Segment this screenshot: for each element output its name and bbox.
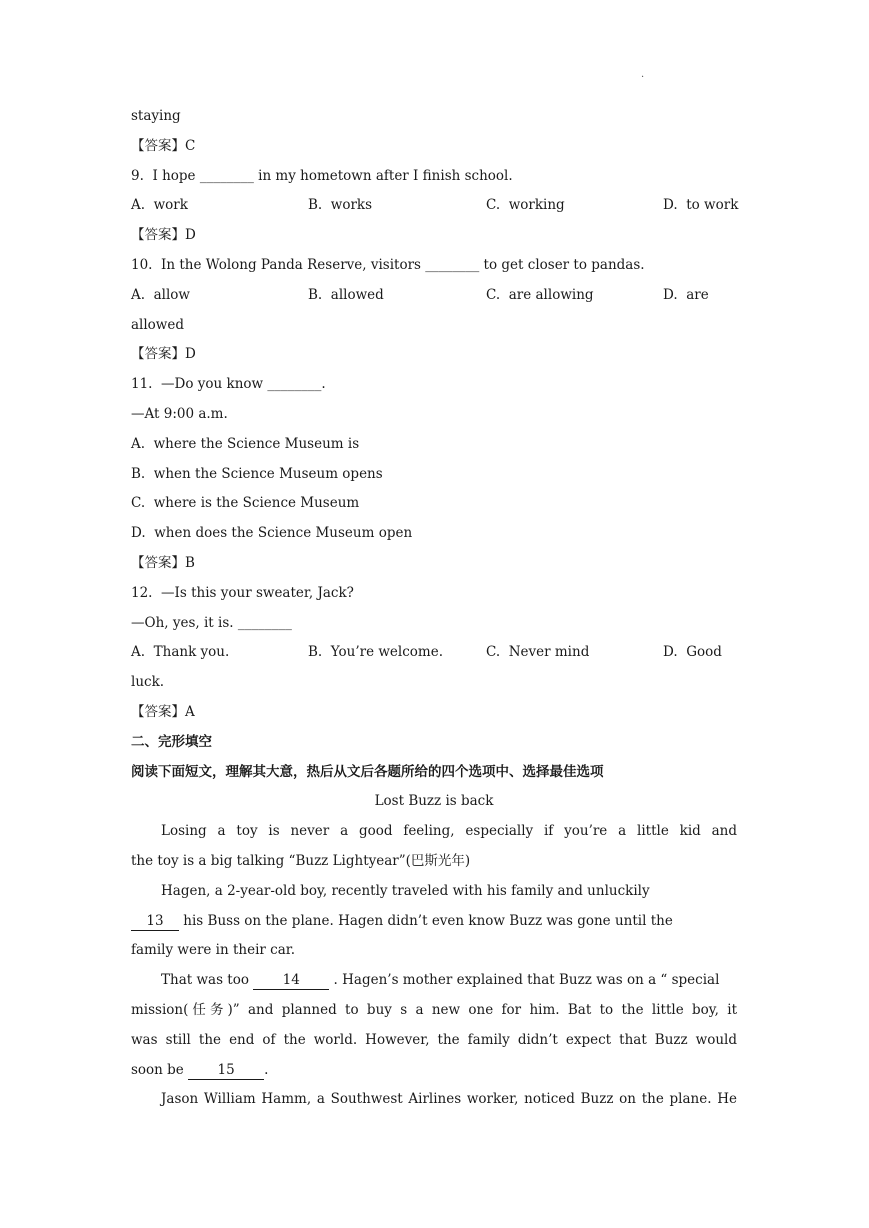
passage-text: his Buss on the plane. Hagen didn’t even know Buzz was gone until the <box>179 912 673 929</box>
passage-line: mission(任务)” and planned to buy s a new one for him. Bat to the little boy, it <box>131 1001 737 1018</box>
section-instruction: 阅读下面短文，理解其大意，热后从文后各题所给的四个选项中、选择最佳选项 <box>131 763 604 780</box>
option-a: A. allow <box>131 286 190 303</box>
passage-line: the toy is a big talking “Buzz Lightyear”(巴斯光年) <box>131 852 471 869</box>
option-c: C. working <box>486 197 565 214</box>
question-9-stem: 9. I hope ________ in my hometown after I finish school. <box>131 167 513 184</box>
option-b: B. You’re welcome. <box>308 644 444 661</box>
option-a: A. work <box>131 197 188 214</box>
answer-8: 【答案】C <box>131 137 196 154</box>
option-d: D. are <box>663 286 709 303</box>
question-12-stem: 12. —Is this your sweater, Jack? <box>131 584 354 601</box>
passage-line: Losing a toy is never a good feeling, especially if you’re a little kid and <box>161 823 737 840</box>
blank-15: 15 <box>188 1061 264 1080</box>
question-10-stem: 10. In the Wolong Panda Reserve, visitors ________ to get closer to pandas. <box>131 256 645 273</box>
blank-14: 14 <box>253 971 329 990</box>
question-11-stem: 11. —Do you know ________. <box>131 376 326 393</box>
question-10-option-wrap: allowed <box>131 316 184 333</box>
passage-line: was still the end of the world. However, the family didn’t expect that Buzz would <box>131 1031 737 1048</box>
header-mark: · <box>641 72 645 83</box>
blank-13: 13 <box>131 912 179 931</box>
option-a: A. Thank you. <box>131 644 230 661</box>
passage-line <box>131 1056 737 1086</box>
document-content <box>131 102 737 1115</box>
passage-title: Lost Buzz is back <box>374 793 494 810</box>
option-c: C. Never mind <box>486 644 590 661</box>
passage-text: soon be <box>131 1061 189 1078</box>
question-11-reply: —At 9:00 a.m. <box>131 405 228 422</box>
passage-text: That was too <box>161 972 254 989</box>
question-12-reply: —Oh, yes, it is. ________ <box>131 614 292 631</box>
answer-11: 【答案】B <box>131 554 195 571</box>
passage-text: . <box>264 1061 269 1078</box>
option-c: C. are allowing <box>486 286 594 303</box>
passage-line <box>131 966 737 996</box>
question-12-options <box>131 638 737 668</box>
previous-option-tail: staying <box>131 108 181 124</box>
option-d: D. to work <box>663 197 739 214</box>
option-d: D. when does the Science Museum open <box>131 525 413 542</box>
passage-line <box>131 907 737 937</box>
answer-10: 【答案】D <box>131 346 196 363</box>
option-b: B. works <box>308 197 373 214</box>
option-d: D. Good <box>663 644 722 661</box>
option-c: C. where is the Science Museum <box>131 495 360 512</box>
answer-12: 【答案】A <box>131 703 195 720</box>
answer-9: 【答案】D <box>131 227 196 244</box>
option-b: B. when the Science Museum opens <box>131 465 383 482</box>
option-b: B. allowed <box>308 286 384 303</box>
passage-line: Jason William Hamm, a Southwest Airlines worker, noticed Buzz on the plane. He <box>161 1091 737 1108</box>
passage-line: Hagen, a 2-year-old boy, recently traveled with his family and unluckily <box>161 882 650 899</box>
section-heading: 二、完形填空 <box>131 733 212 750</box>
passage-text: . Hagen’s mother explained that Buzz was on a “ special <box>329 972 720 989</box>
question-10-options <box>131 281 737 311</box>
question-12-option-wrap: luck. <box>131 674 165 691</box>
passage-line: family were in their car. <box>131 942 296 959</box>
option-a: A. where the Science Museum is <box>131 435 360 452</box>
question-9-options <box>131 191 737 221</box>
